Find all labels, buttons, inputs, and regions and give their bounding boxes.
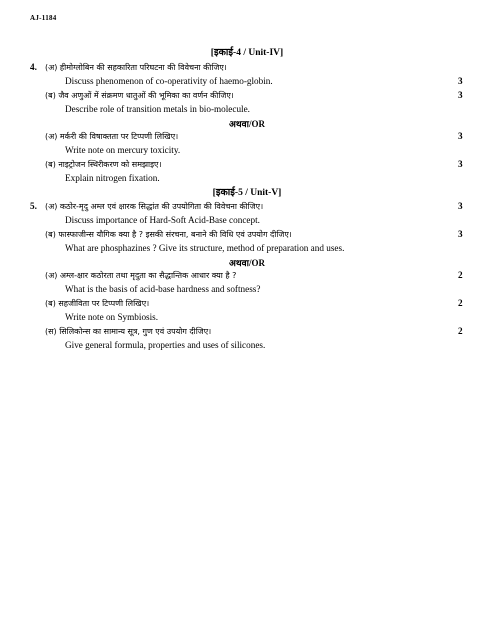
unit-4-heading: [इकाई-4 / Unit-IV] xyxy=(210,48,284,58)
q5e-hindi: (स) सिलिकोन्स का सामान्य सूत्र, गुण एवं उपयोग दीजिए। xyxy=(45,327,212,336)
q5d-marks: 2 xyxy=(458,298,463,308)
q5d-hindi: (ब) सहजीविता पर टिप्पणी लिखिए। xyxy=(45,299,150,308)
q4a-english: Discuss phenomenon of co-operativity of haemo-globin. xyxy=(65,76,273,86)
q4a-marks: 3 xyxy=(458,76,463,86)
q4d-hindi: (ब) नाइट्रोजन स्थिरीकरण को समझाइए। xyxy=(45,160,162,169)
unit-5-heading: [इकाई-5 / Unit-V] xyxy=(212,188,282,198)
q5c-hindi: (अ) अम्ल-क्षार कठोरता तथा मृदुता का सैद्धान्तिक आधार क्या है ? xyxy=(45,271,237,280)
q5b-marks: 3 xyxy=(458,229,463,239)
q4b-english: Describe role of transition metals in bio-molecule. xyxy=(65,104,250,114)
q4c-marks: 3 xyxy=(458,131,463,141)
q5a-hindi: (अ) कठोर-मृदु अम्ल एवं क्षारक सिद्धांत की उपयोगिता की विवेचना कीजिए। xyxy=(45,202,264,211)
q5e-english: Give general formula, properties and uses of silicones. xyxy=(65,340,266,350)
q4c-hindi: (अ) मर्करी की विषाक्तता पर टिप्पणी लिखिए। xyxy=(45,132,179,141)
q4b-hindi: (ब) जैव अणुओं में संक्रमण धातुओं की भूमिका का वर्णन कीजिए। xyxy=(45,91,234,100)
q5e-marks: 2 xyxy=(458,326,463,336)
q5b-hindi: (ब) फास्फाजीन्स यौगिक क्या है ? इसकी संरचना, बनाने की विधि एवं उपयोग दीजिए। xyxy=(45,230,292,239)
q5b-english: What are phosphazines ? Give its structure, method of preparation and uses. xyxy=(65,243,345,253)
q4d-marks: 3 xyxy=(458,159,463,169)
q4c-english: Write note on mercury toxicity. xyxy=(65,145,181,155)
q4a-hindi: (अ) हीमोग्लोबिन की सहकारिता परिघटना की विवेचना कीजिए। xyxy=(45,63,227,72)
question-5-number: 5. xyxy=(30,201,37,211)
paper-code: AJ-1184 xyxy=(30,14,57,22)
q4b-marks: 3 xyxy=(458,90,463,100)
unit-5-or: अथवा/OR xyxy=(229,258,265,268)
q5c-english: What is the basis of acid-base hardness and softness? xyxy=(65,284,261,294)
q5d-english: Write note on Symbiosis. xyxy=(65,312,159,322)
question-4-number: 4. xyxy=(30,62,37,72)
q4d-english: Explain nitrogen fixation. xyxy=(65,173,160,183)
q5a-english: Discuss importance of Hard-Soft Acid-Base concept. xyxy=(65,215,260,225)
q5a-marks: 3 xyxy=(458,201,463,211)
q5c-marks: 2 xyxy=(458,270,463,280)
unit-4-or: अथवा/OR xyxy=(229,119,265,129)
